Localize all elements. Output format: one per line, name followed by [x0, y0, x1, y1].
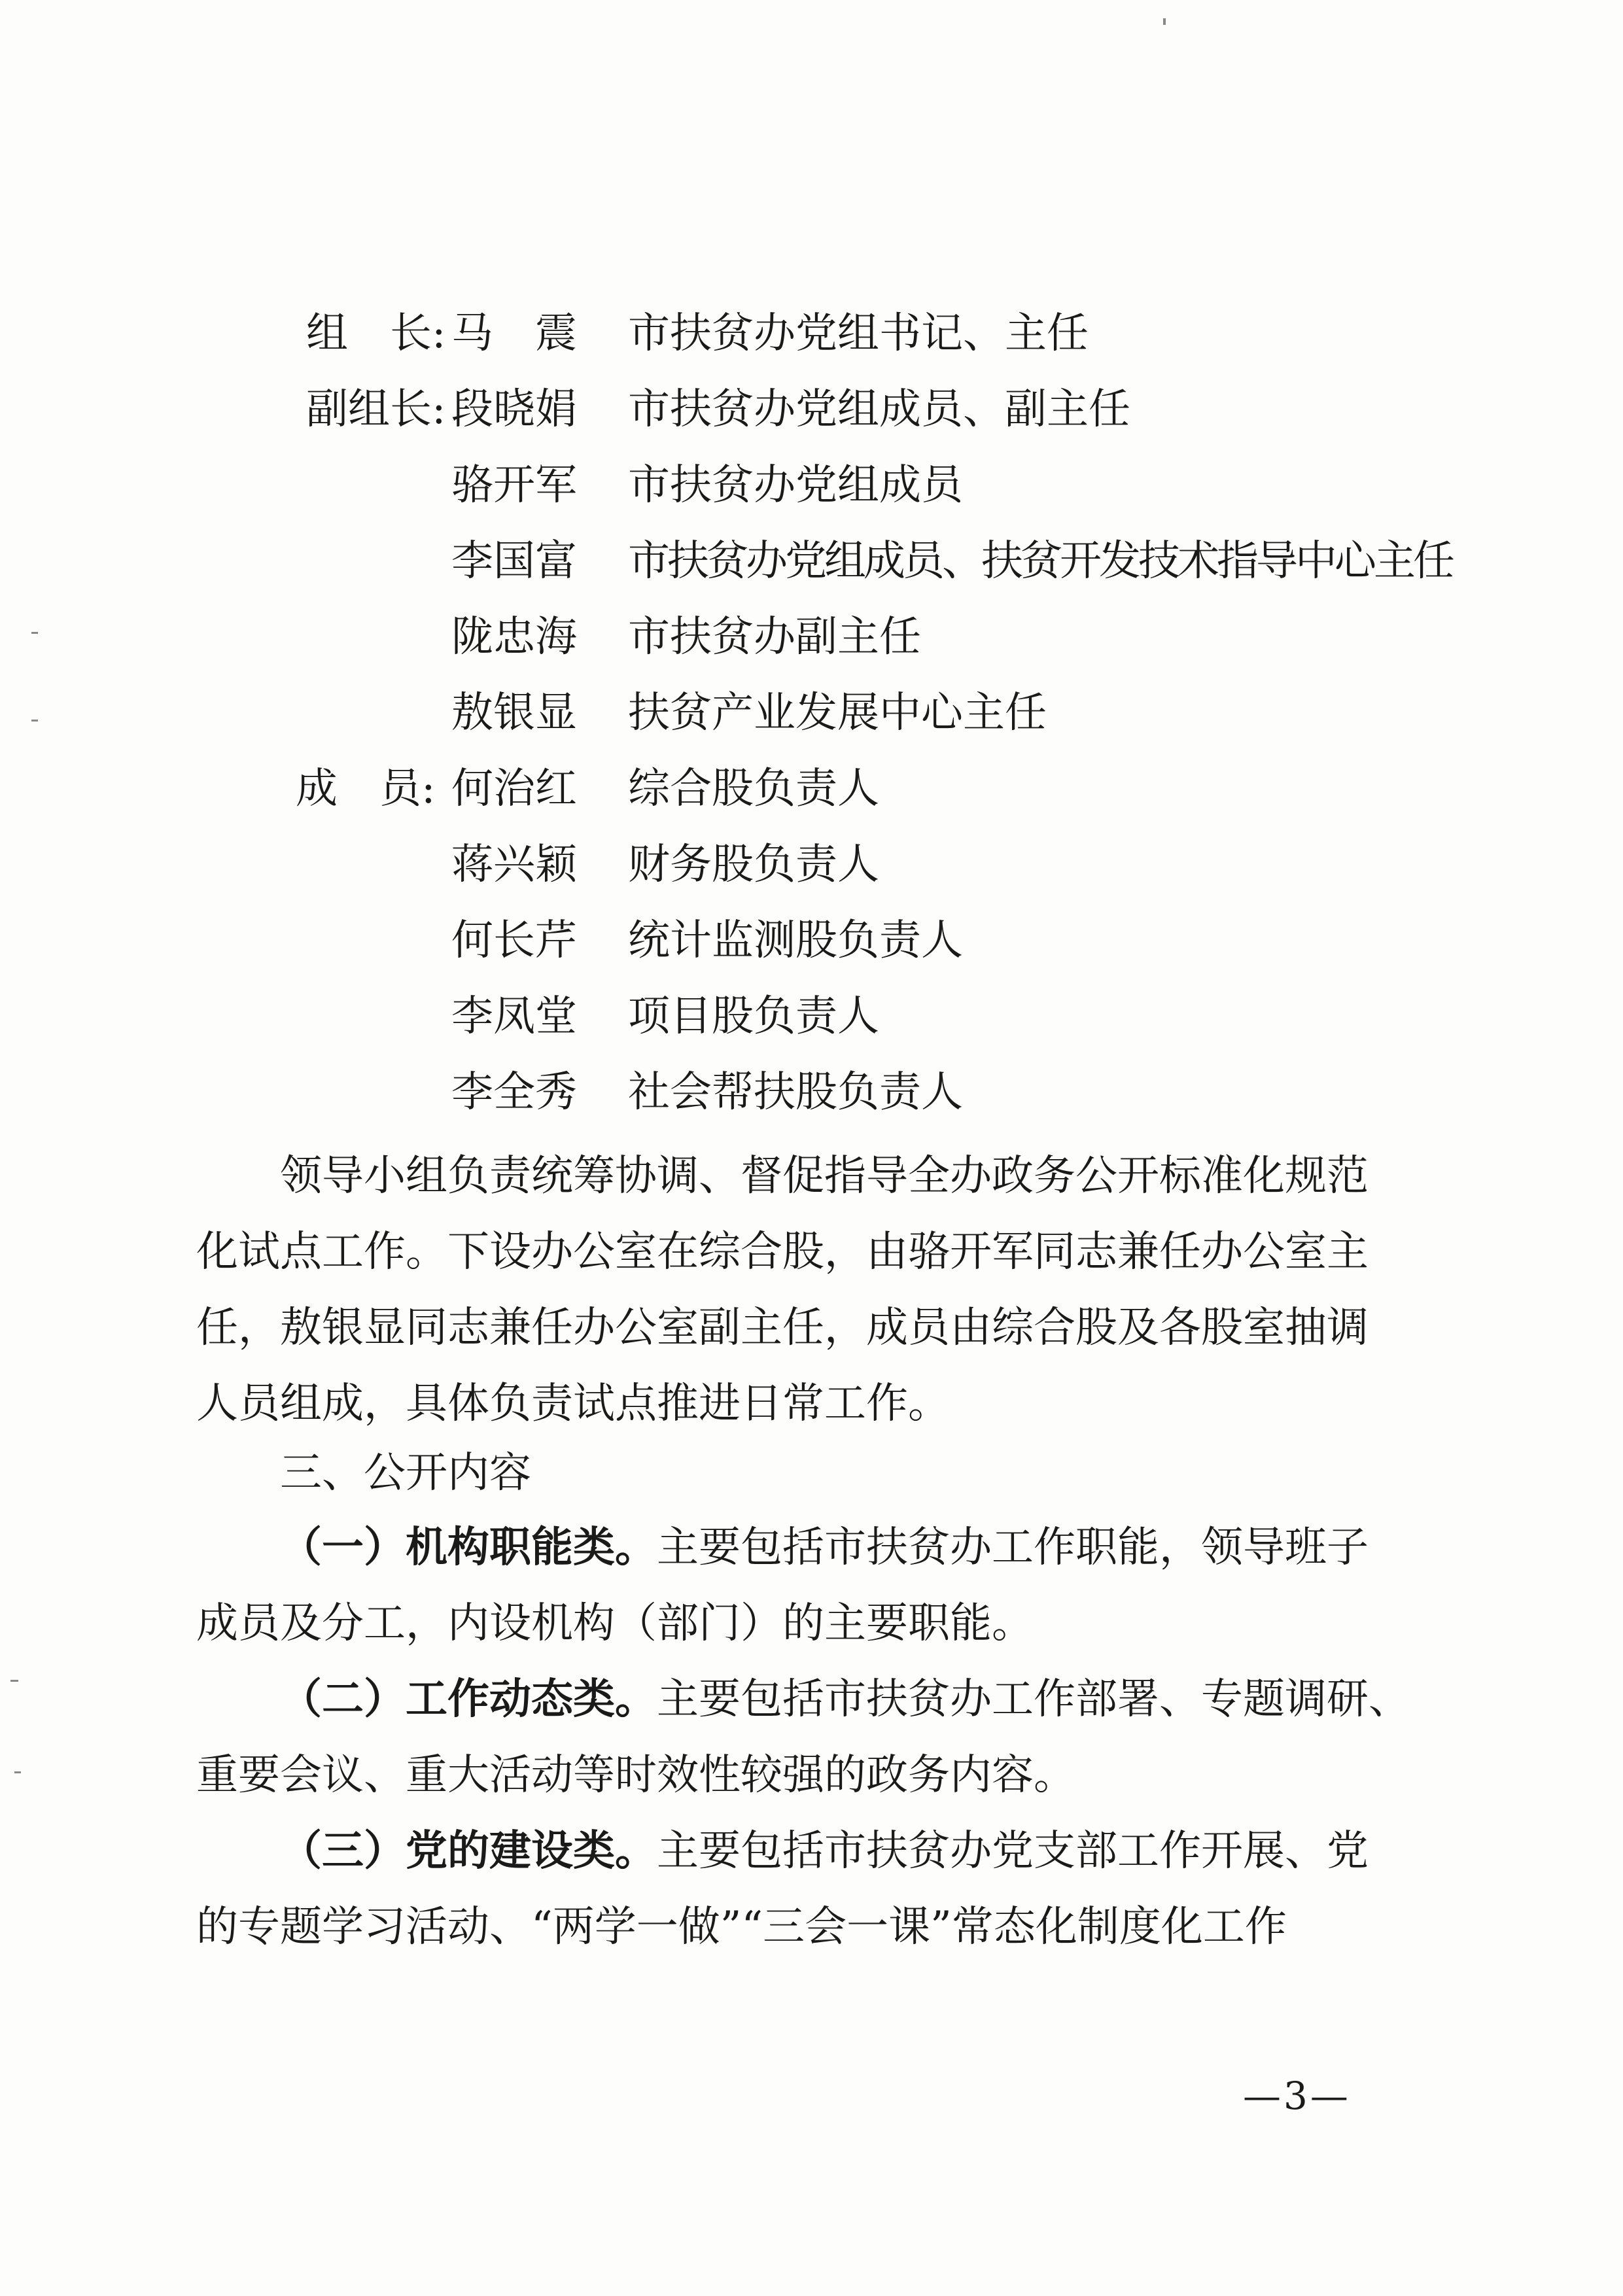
scan-speck [1163, 18, 1166, 25]
paragraph-line [196, 1813, 1413, 1889]
paragraph-line: 任，敖银显同志兼任办公室副主任，成员由综合股及各股室抽调 [196, 1304, 1369, 1352]
item-label: （二）工作动态类。 [280, 1675, 657, 1724]
scan-speck [31, 720, 38, 722]
item-label: （三）党的建设类。 [280, 1826, 657, 1875]
paragraph-line: 重要会议、重大活动等时效性较强的政务内容。 [196, 1751, 1075, 1800]
paragraph-line: 化试点工作。下设办公室在综合股，由骆开军同志兼任办公室主 [196, 1228, 1369, 1276]
member-duty: 市扶贫办党组成员 [628, 461, 963, 510]
item-text: 主要包括市扶贫办党支部工作开展、党 [657, 1827, 1369, 1875]
member-duty: 市扶贫办副主任 [628, 613, 921, 661]
member-name: 段晓娟 [451, 385, 577, 434]
member-name: 李凤堂 [451, 992, 577, 1041]
member-name: 敖银显 [451, 689, 577, 737]
item-text: 主要包括市扶贫办工作职能，领导班子 [657, 1523, 1369, 1572]
member-name: 李全秀 [451, 1068, 577, 1117]
member-name: 李国富 [451, 537, 577, 585]
member-name: 何长芹 [451, 916, 577, 965]
member-duty: 综合股负责人 [628, 765, 879, 813]
paragraph-line: 人员组成，具体负责试点推进日常工作。 [196, 1380, 950, 1428]
section-heading: 三、公开内容 [280, 1449, 531, 1497]
member-role: 副组长: [306, 385, 446, 434]
content-item [196, 1661, 1413, 1813]
paragraph-line [196, 1510, 1413, 1586]
page-number: —3— [1243, 2074, 1351, 2118]
member-duty: 统计监测股负责人 [628, 916, 963, 965]
member-duty: 市扶贫办党组成员、副主任 [628, 385, 1130, 434]
member-role: 成 员: [296, 765, 436, 813]
member-name: 蒋兴颖 [451, 841, 577, 889]
content-item [196, 1813, 1413, 1965]
member-duty: 财务股负责人 [628, 841, 879, 889]
member-duty: 社会帮扶股负责人 [628, 1068, 963, 1117]
member-role: 组 长: [306, 309, 446, 358]
paragraph-line: 的专题学习活动、“两学一做”“三会一课”常态化制度化工作 [196, 1903, 1287, 1951]
paragraph-line [196, 1661, 1413, 1737]
item-text: 主要包括市扶贫办工作部署、专题调研、 [657, 1675, 1410, 1724]
paragraph-line: 领导小组负责统筹协调、督促指导全办政务公开标准化规范 [280, 1152, 1369, 1200]
scan-speck [14, 1771, 21, 1773]
member-name: 马 震 [451, 309, 577, 358]
paragraph-line: 成员及分工，内设机构（部门）的主要职能。 [196, 1599, 1034, 1648]
member-name: 何治红 [451, 765, 577, 813]
member-duty: 项目股负责人 [628, 992, 879, 1041]
member-name: 骆开军 [451, 461, 577, 510]
item-label: （一）机构职能类。 [280, 1523, 657, 1572]
scan-speck [10, 1680, 18, 1682]
member-name: 陇忠海 [451, 613, 577, 661]
member-duty: 市扶贫办党组成员、扶贫开发技术指导中心主任 [628, 537, 1452, 585]
scan-speck [31, 632, 38, 634]
member-duty: 扶贫产业发展中心主任 [628, 689, 1047, 737]
content-item [196, 1510, 1413, 1661]
leader-group-paragraph [196, 1138, 1413, 1442]
member-duty: 市扶贫办党组书记、主任 [628, 309, 1089, 358]
